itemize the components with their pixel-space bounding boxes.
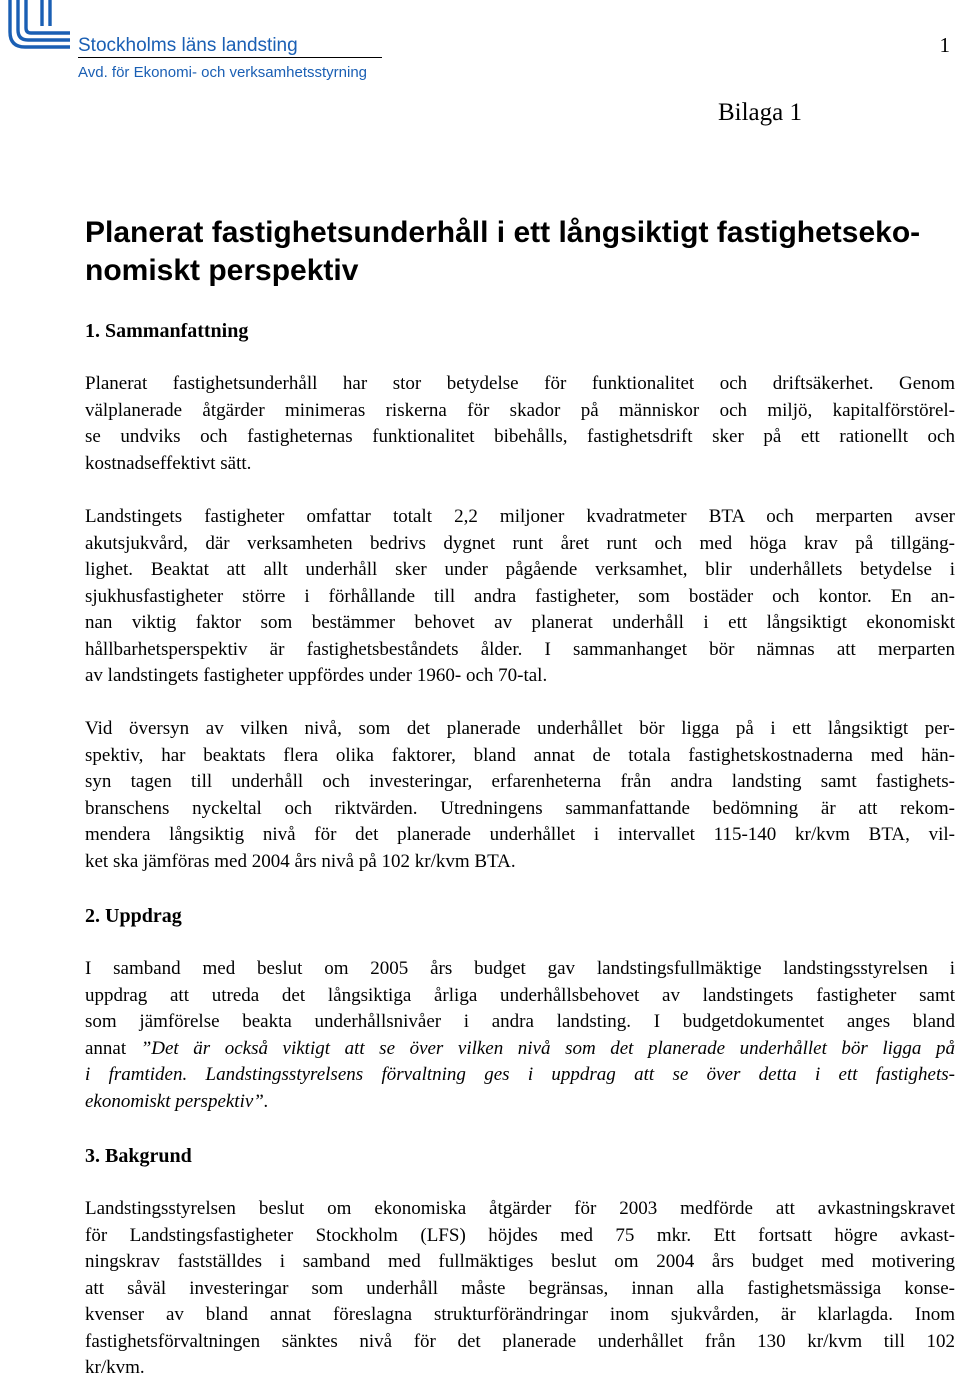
page-number: 1: [939, 33, 950, 57]
text-line: kostnadseffektivt sätt.: [85, 452, 252, 474]
title-line: Planerat fastighetsunderhåll i ett långsiktigt fastighetseko-: [85, 216, 921, 249]
text-line: Planerat fastighetsunderhåll har stor betydelse för funktionalitet och driftsäkerhet. Genom: [85, 373, 955, 394]
text-line: ningskrav fastställdes i samband med fullmäktiges beslut om 2004 års budget med motivering: [85, 1251, 955, 1272]
text-line: av landstingets fastigheter uppfördes under 1960- och 70-tal.: [85, 665, 548, 686]
text-line: välplanerade åtgärder minimeras riskerna för skador på människor och miljö, kapitalförstörel-: [85, 399, 955, 421]
sll-logo-icon: [4, 0, 72, 56]
text-line: att såväl investeringar som underhåll måste begränsas, innan alla fastighetsmässiga konse-: [85, 1277, 955, 1299]
text-line: akutsjukvård, där verksamheten bedrivs dygnet runt året runt och med höga krav på tillgäng-: [85, 532, 955, 554]
text-line: uppdrag att utreda det långsiktiga årliga underhållsbehovet av landstingets fastigheter samt: [85, 984, 955, 1006]
paragraph: [85, 371, 955, 477]
header-divider: [78, 57, 382, 58]
text-run: annat: [85, 1037, 141, 1059]
text-line: i framtiden. Landstingsstyrelsens förvaltning ges i uppdrag att se över detta i ett fastighets-: [85, 1064, 955, 1085]
section-heading: 3. Bakgrund: [85, 1145, 192, 1167]
title-line: nomiskt perspektiv: [85, 254, 359, 287]
section-heading: 1. Sammanfattning: [85, 320, 249, 342]
text-line: se undviks och fastigheternas funktionalitet bibehålls, fastighetsdrift sker på ett rationellt och: [85, 426, 955, 447]
text-line: lighet. Beaktat att allt underhåll sker under pågående verksamhet, blir underhållets betydelse i: [85, 559, 955, 580]
text-line: mendera långsiktig nivå för det planerade underhållet i intervallet 115-140 kr/kvm BTA, vil-: [85, 824, 955, 845]
paragraph: [85, 956, 955, 1115]
text-line: spektiv, har beaktats flera olika faktorer, bland annat de totala fastighetskostnaderna med hän-: [85, 744, 955, 766]
organization-name: Stockholms läns landsting: [78, 35, 298, 56]
text-line: branschens nyckeltal och riktvärden. Utredningens sammanfattande bedömning är att rekom-: [85, 797, 955, 819]
appendix-label: Bilaga 1: [717, 99, 802, 126]
paragraph: [85, 716, 955, 875]
text-line: syn tagen till underhåll och investeringar, erfarenheterna från andra landsting samt fastighets-: [85, 771, 955, 792]
text-line: sjukhusfastigheter större i förhållande till andra fastigheter, som bostäder och kontor. En an-: [85, 585, 955, 607]
section-heading: 2. Uppdrag: [85, 905, 182, 927]
text-line: nan viktig faktor som bestämmer behovet av planerat underhåll i ett långsiktigt ekonomiskt: [85, 612, 955, 633]
paragraph: [85, 504, 955, 690]
text-line: som jämförelse beakta underhållsnivåer i andra landsting. I budgetdokumentet anges bland: [85, 1011, 955, 1032]
text-line: hållbarhetsperspektiv är fastighetsbeståndets ålder. I sammanhanget bör nämnas att merparten: [85, 638, 955, 660]
text-line: I samband med beslut om 2005 års budget gav landstingsfullmäktige landstingsstyrelsen i: [85, 958, 955, 979]
paragraph: [85, 1196, 955, 1382]
text-line: Vid översyn av vilken nivå, som det planerade underhållet bör ligga på i ett långsiktigt per-: [85, 718, 955, 739]
text-line: kr/kvm.: [85, 1357, 145, 1378]
text-line: för Landstingsfastigheter Stockholm (LFS) höjdes med 75 mkr. Ett fortsatt högre avkast-: [85, 1224, 955, 1246]
text-line: ekonomiskt perspektiv”.: [85, 1090, 269, 1112]
document-title: [85, 214, 955, 290]
department-name: Avd. för Ekonomi- och verksamhetsstyrning: [78, 64, 368, 81]
text-line: fastighetsförvaltningen sänktes nivå för det planerade underhållet från 130 kr/kvm till 102: [85, 1330, 955, 1352]
text-line: Landstingets fastigheter omfattar totalt 2,2 miljoner kvadratmeter BTA och merparten avser: [85, 506, 955, 527]
quote-run: ”Det är också viktigt att se över vilken nivå som det planerade underhållet bör ligga på: [140, 1037, 955, 1059]
text-line: ket ska jämföras med 2004 års nivå på 102 kr/kvm BTA.: [85, 850, 516, 872]
text-line: [85, 1036, 955, 1063]
text-line: kvenser av bland annat föreslagna strukturförändringar inom sjukvården, är klarlagda. Inom: [85, 1304, 955, 1325]
text-line: Landstingsstyrelsen beslut om ekonomiska åtgärder för 2003 medförde att avkastningskravet: [85, 1198, 955, 1219]
